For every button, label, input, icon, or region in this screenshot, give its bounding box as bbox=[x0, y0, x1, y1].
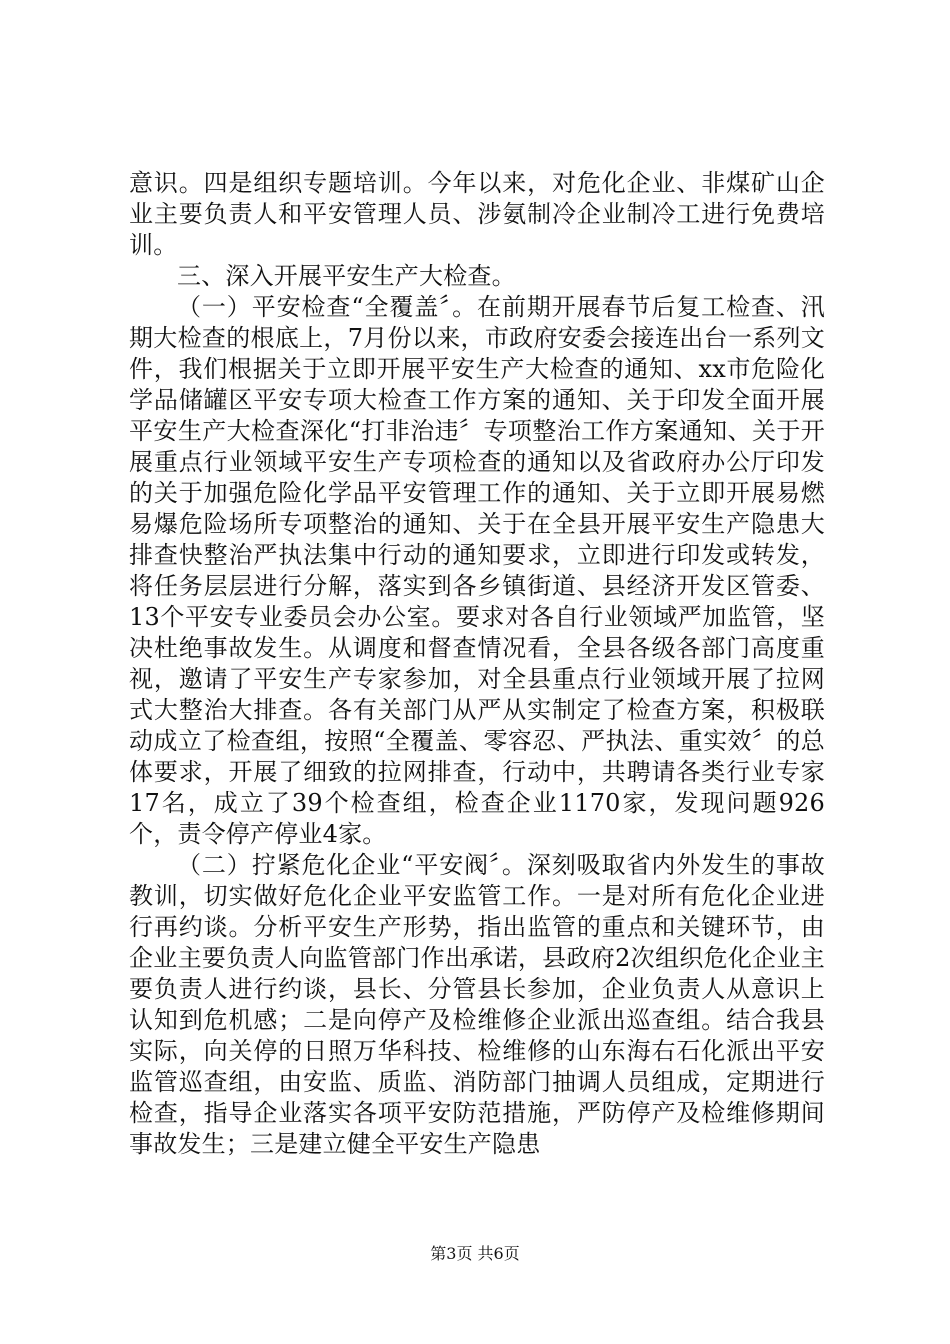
document-body bbox=[129, 168, 825, 1160]
page-number-footer: 第3页 共6页 bbox=[430, 1244, 520, 1263]
paragraph-safety-inspection: （一）平安检查“全覆盖〞。在前期开展春节后复工检查、汛期大检查的根底上，7月份以来，市政府安委会接连出台一系列文件，我们根据关于立即开展平安生产大检查的通知、xx市危险化学品储罐区平安专项大检查工作方案的通知、关于印发全面开展平安生产大检查深化“打非治违〞专项整治工作方案通知、关于开展重点行业领域平安生产专项检查的通知以及省政府办公厅印发的关于加强危险化学品平安管理工作的通知、关于立即开展易燃易爆危险场所专项整治的通知、关于在全县开展平安生产隐患大排查快整治严执法集中行动的通知要求，立即进行印发或转发，将任务层层进行分解，落实到各乡镇街道、县经济开发区管委、13个平安专业委员会办公室。要求对各自行业领域严加监管，坚决杜绝事故发生。从调度和督查情况看，全县各级各部门高度重视，邀请了平安生产专家参加，对全县重点行业领域开展了拉网式大整治大排查。各有关部门从严从实制定了检查方案，积极联动成立了检查组，按照“全覆盖、零容忍、严执法、重实效〞的总体要求，开展了细致的拉网排查，行动中，共聘请各类行业专家17名，成立了39个检查组，检查企业1170家，发现问题926个，责令停产停业4家。 bbox=[129, 293, 825, 848]
paragraph-1: 意识。四是组织专题培训。今年以来，对危化企业、非煤矿山企业主要负责人和平安管理人员、涉氨制冷企业制冷工进行免费培训。 bbox=[129, 169, 825, 259]
paragraph-hazardous-chemicals: （二）拧紧危化企业“平安阀〞。深刻吸取省内外发生的事故教训，切实做好危化企业平安监管工作。一是对所有危化企业进行再约谈。分析平安生产形势，指出监管的重点和关键环节，由企业主要负责人向监管部门作出承诺，县政府2次组织危化企业主要负责人进行约谈，县长、分管县长参加，企业负责人从意识上认知到危机感；二是向停产及检维修企业派出巡查组。结合我县实际，向关停的日照万华科技、检维修的山东海右石化派出平安监管巡查组，由安监、质监、消防部门抽调人员组成，定期进行检查，指导企业落实各项平安防范措施，严防停产及检维修期间事故发生；三是建立健全平安生产隐患 bbox=[129, 851, 825, 1158]
section-heading-3: 三、深入开展平安生产大检查。 bbox=[177, 262, 516, 290]
